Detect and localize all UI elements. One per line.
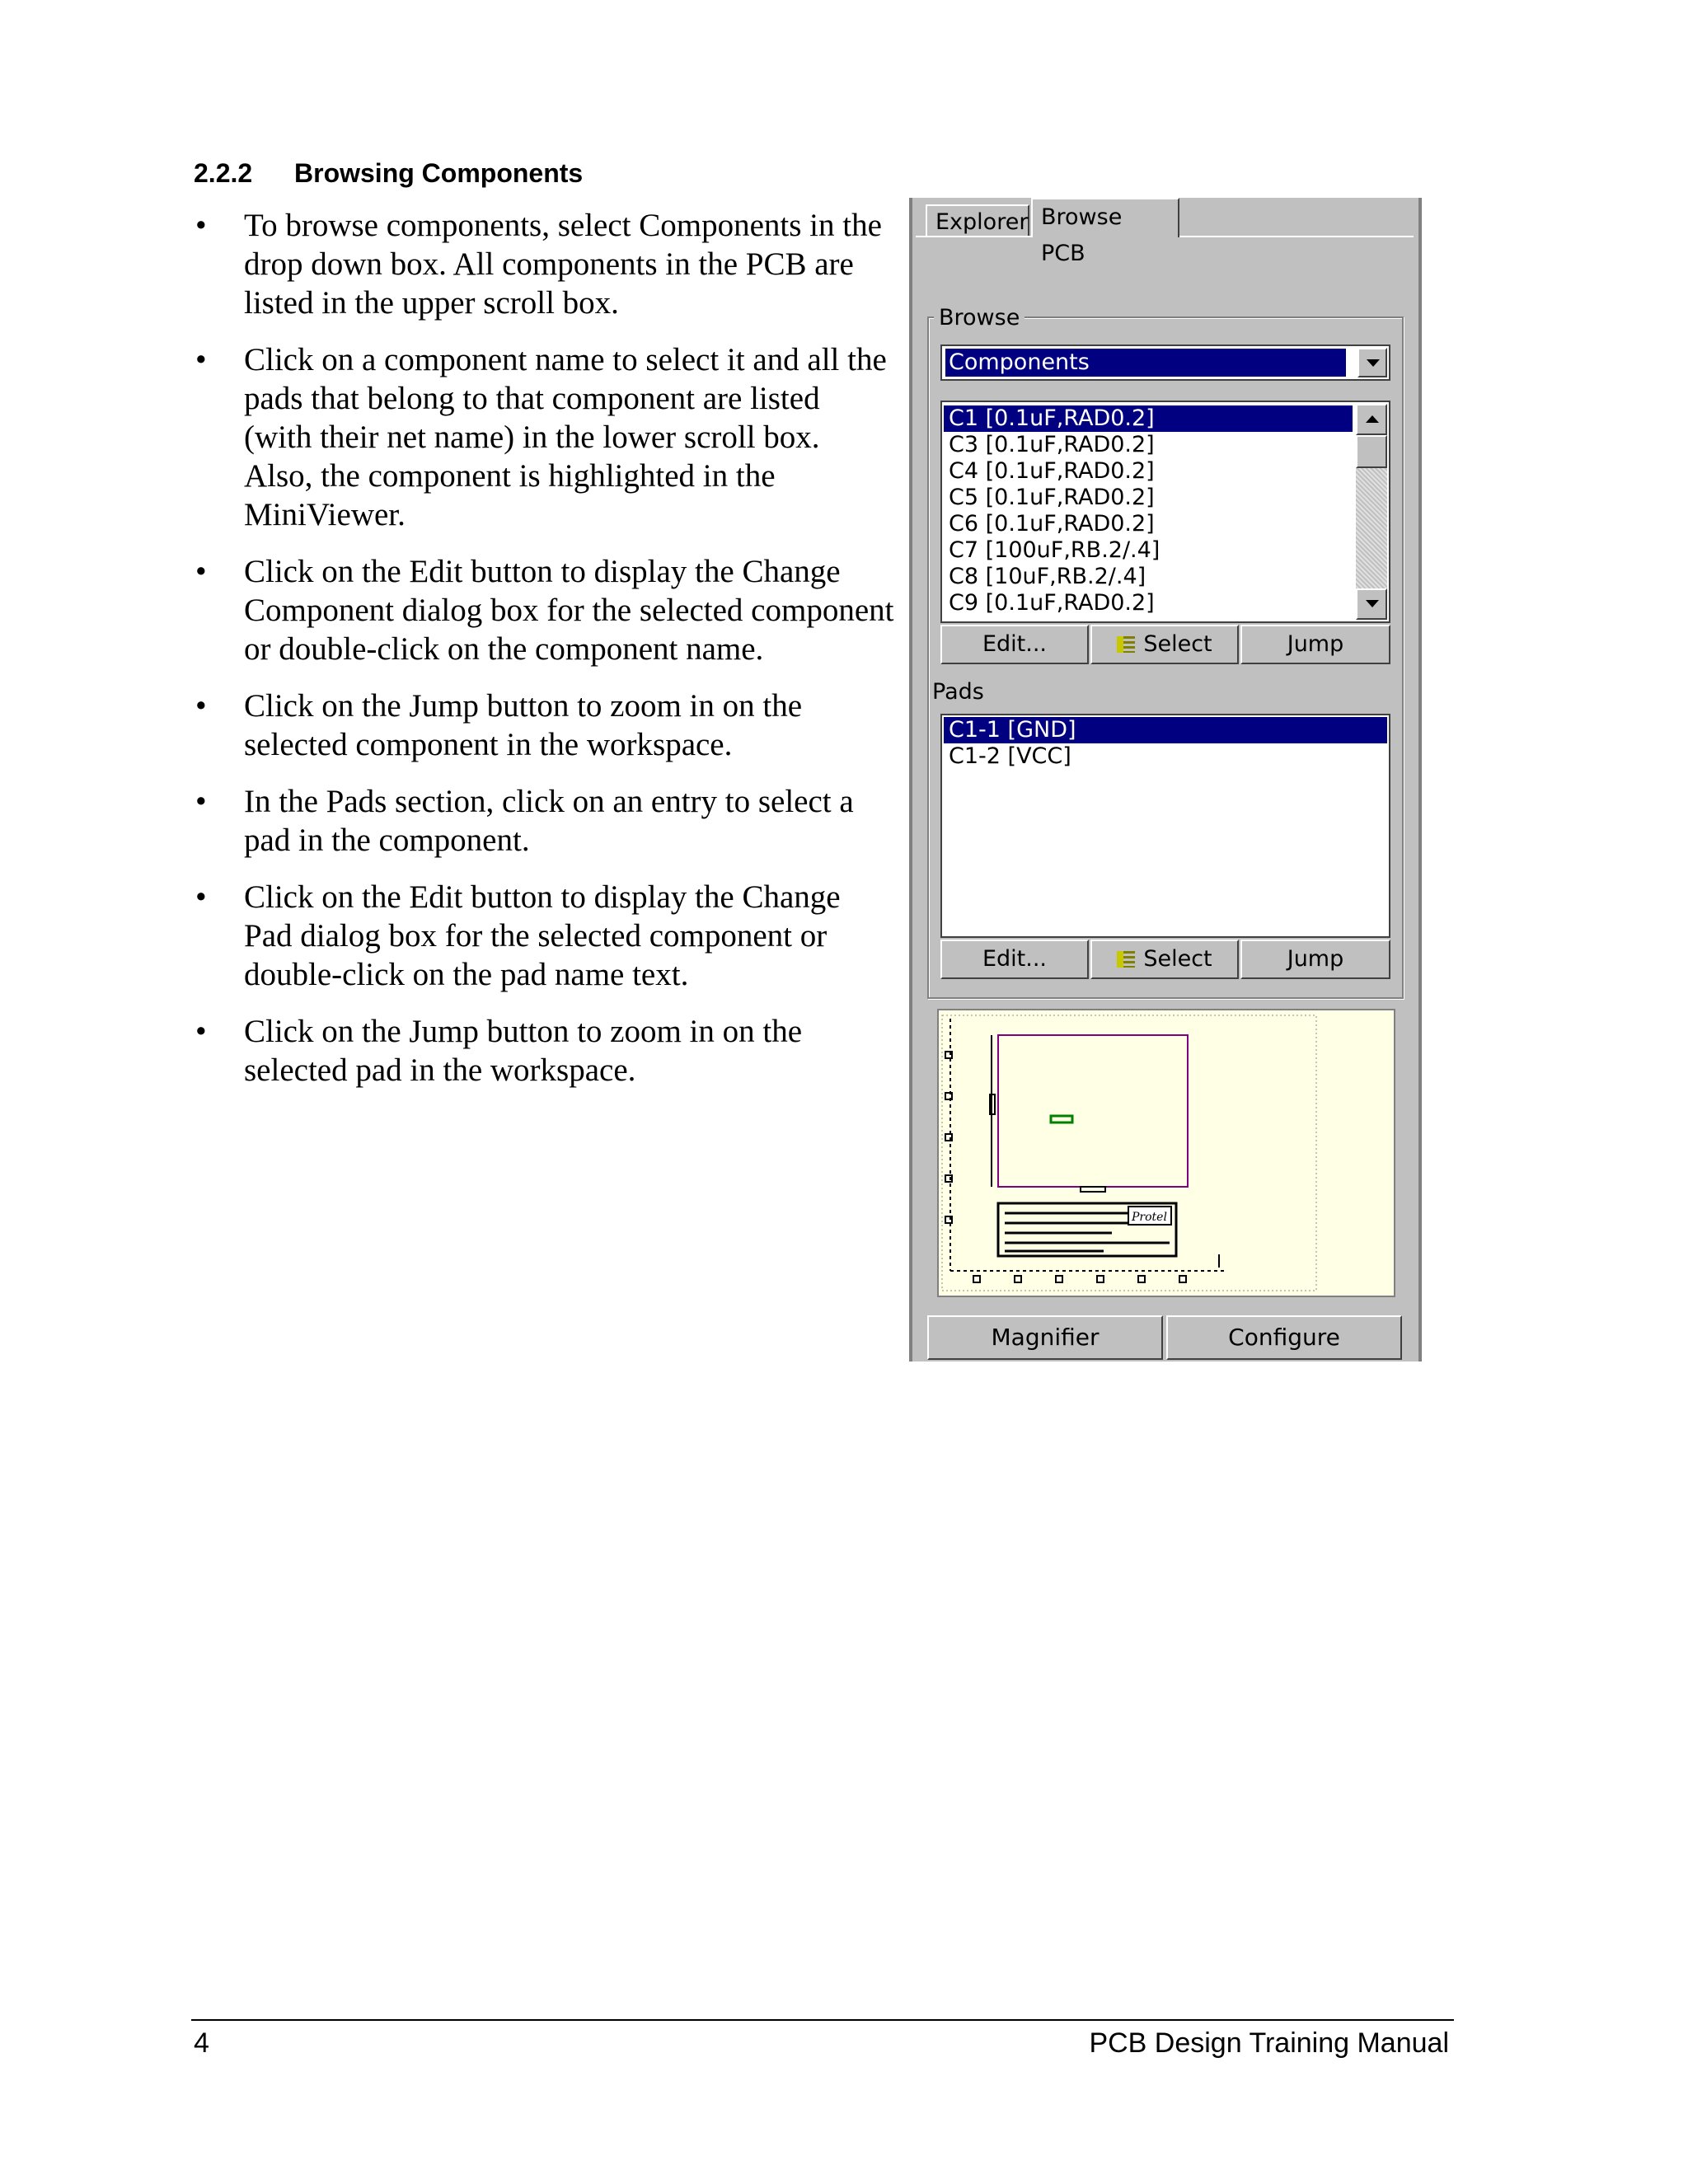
list-item[interactable]: C5 [0.1uF,RAD0.2] — [949, 485, 1155, 510]
configure-button[interactable]: Configure — [1166, 1315, 1402, 1360]
browse-pcb-panel — [909, 198, 1422, 1361]
section-number: 2.2.2 — [194, 158, 253, 188]
browse-group-label: Browse — [934, 305, 1025, 330]
list-item[interactable]: C1 [0.1uF,RAD0.2] — [944, 405, 1353, 432]
component-select-button[interactable]: Select — [1090, 625, 1239, 664]
manual-title: PCB Design Training Manual — [1089, 2027, 1449, 2059]
list-item[interactable]: C1-1 [GND] — [944, 717, 1387, 743]
scroll-up-icon[interactable] — [1356, 404, 1387, 435]
component-button-row — [940, 625, 1390, 664]
tab-browse-pcb[interactable]: Browse PCB — [1031, 198, 1179, 237]
bullet-item: • Click on the Jump button to zoom in on the selected pad in the workspace. — [195, 1014, 803, 1088]
bullet-item: • To browse components, select Components in the drop down box. All components in the PCB are listed in the upper scroll box. — [195, 208, 882, 321]
list-item[interactable]: C3 [0.1uF,RAD0.2] — [949, 432, 1155, 457]
component-scrollbar[interactable] — [1356, 404, 1387, 620]
browse-dropdown[interactable] — [940, 344, 1390, 381]
list-item[interactable]: C9 [0.1uF,RAD0.2] — [949, 590, 1155, 616]
tab-body — [916, 236, 1414, 1361]
section-title: Browsing Components — [294, 158, 584, 188]
list-item[interactable]: C8 [10uF,RB.2/.4] — [949, 564, 1146, 589]
mini-viewer[interactable] — [937, 1009, 1395, 1297]
bullet-item: • Click on the Edit button to display the Change Pad dialog box for the selected component or double-click on the pad name text. — [195, 879, 841, 992]
bullet-icon: • — [195, 554, 207, 589]
component-jump-button[interactable]: Jump — [1240, 625, 1390, 664]
pad-select-button[interactable]: Select — [1090, 940, 1239, 979]
bullet-item: • Click on the Edit button to display the Change Component dialog box for the selected component or double-click on the component name. — [195, 554, 894, 667]
footer-divider — [191, 2019, 1454, 2021]
pads-label: Pads — [932, 679, 984, 705]
list-item[interactable]: C1-2 [VCC] — [949, 743, 1071, 769]
page-number: 4 — [194, 2027, 209, 2059]
instruction-list — [194, 206, 894, 1108]
bullet-icon: • — [195, 1014, 207, 1049]
bottom-button-row — [927, 1315, 1405, 1360]
pad-list[interactable] — [940, 714, 1390, 938]
tab-explorer[interactable]: Explorer — [926, 204, 1029, 237]
component-edit-button[interactable]: Edit... — [940, 625, 1089, 664]
pad-button-row — [940, 940, 1390, 979]
list-item[interactable]: C6 [0.1uF,RAD0.2] — [949, 511, 1155, 537]
section-heading — [194, 158, 583, 189]
bullet-icon: • — [195, 208, 207, 243]
pad-jump-button[interactable]: Jump — [1240, 940, 1390, 979]
bullet-icon: • — [195, 342, 207, 377]
bullet-item: • Click on the Jump button to zoom in on the selected component in the workspace. — [195, 688, 803, 762]
bullet-icon: • — [195, 879, 207, 915]
pcb-preview-icon — [939, 1010, 1394, 1296]
list-item[interactable]: C7 [100uF,RB.2/.4] — [949, 537, 1160, 563]
scroll-down-icon[interactable] — [1356, 588, 1387, 620]
select-icon — [1117, 636, 1135, 653]
list-item[interactable]: C4 [0.1uF,RAD0.2] — [949, 458, 1155, 484]
magnifier-button[interactable]: Magnifier — [927, 1315, 1163, 1360]
scroll-thumb[interactable] — [1356, 435, 1387, 468]
component-list[interactable] — [940, 401, 1390, 623]
bullet-item: • Click on a component name to select it and all the pads that belong to that component are listed (with their net name) in the lower scroll box. Also, the component is highlighted in the MiniViewer. — [195, 342, 887, 532]
dropdown-value: Components — [945, 349, 1346, 377]
select-icon — [1117, 951, 1135, 968]
pad-edit-button[interactable]: Edit... — [940, 940, 1089, 979]
bullet-item: • In the Pads section, click on an entry to select a pad in the component. — [195, 784, 854, 858]
bullet-icon: • — [195, 688, 207, 724]
svg-text:Protel: Protel — [1132, 1211, 1167, 1224]
bullet-icon: • — [195, 784, 207, 819]
chevron-down-icon[interactable] — [1357, 348, 1387, 377]
